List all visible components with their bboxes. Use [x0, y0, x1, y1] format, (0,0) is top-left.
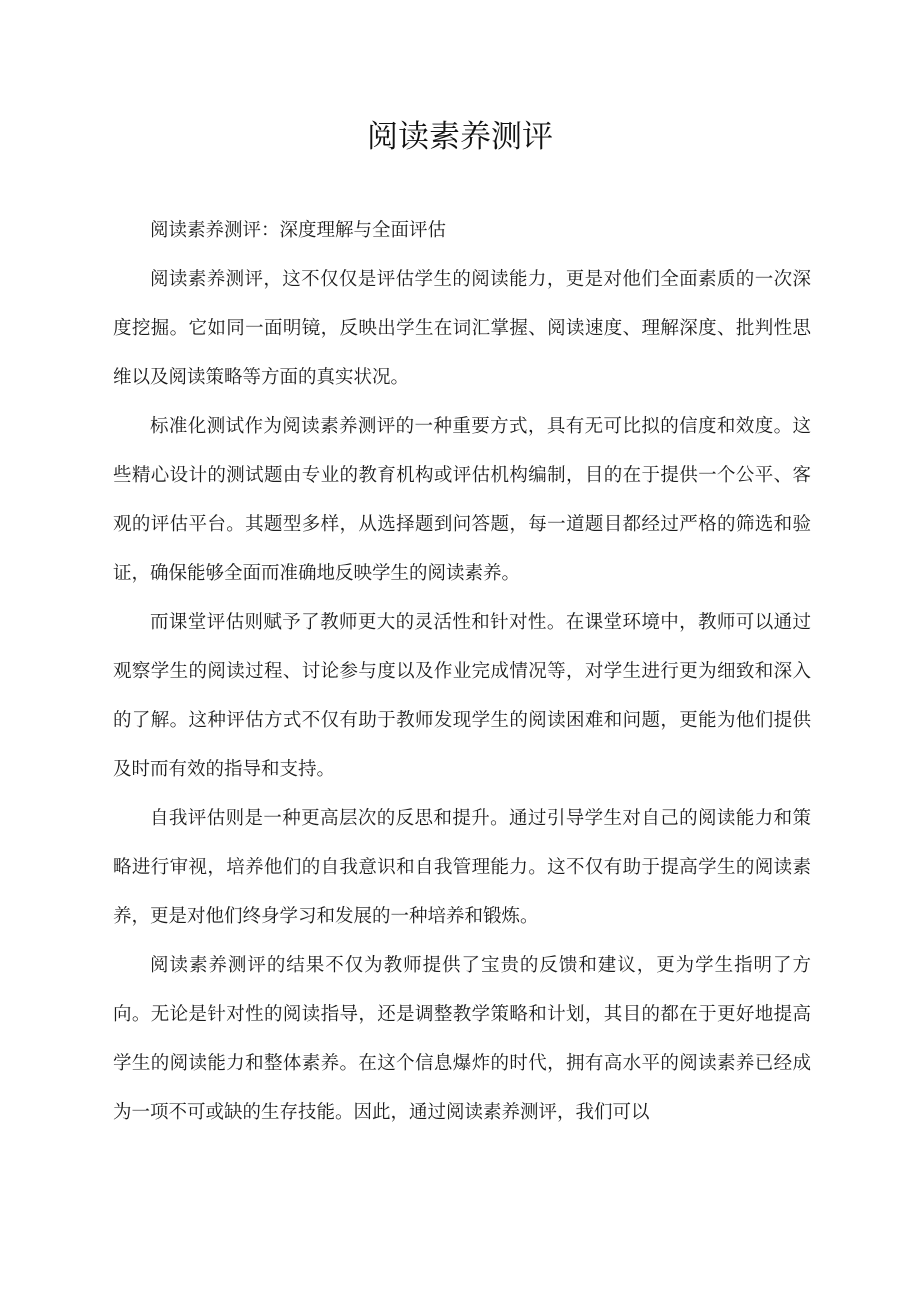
document-body — [113, 210, 811, 1137]
paragraph-1: 阅读素养测评，这不仅仅是评估学生的阅读能力，更是对他们全面素质的一次深度挖掘。它如同一面明镜，反映出学生在词汇掌握、阅读速度、理解深度、批判性思维以及阅读策略等方面的真实状况。 — [113, 269, 811, 388]
document-title: 阅读素养测评 — [367, 119, 553, 155]
document-subtitle: 阅读素养测评：深度理解与全面评估 — [150, 220, 447, 241]
paragraph-4: 自我评估则是一种更高层次的反思和提升。通过引导学生对自己的阅读能力和策略进行审视，培养他们的自我意识和自我管理能力。这不仅有助于提高学生的阅读素养，更是对他们终身学习和发展的一种培养和锻炼。 — [113, 808, 811, 927]
paragraph-3: 而课堂评估则赋予了教师更大的灵活性和针对性。在课堂环境中，教师可以通过观察学生的阅读过程、讨论参与度以及作业完成情况等，对学生进行更为细致和深入的了解。这种评估方式不仅有助于教师发现学生的阅读困难和问题，更能为他们提供及时而有效的指导和支持。 — [113, 612, 811, 780]
paragraph-5: 阅读素养测评的结果不仅为教师提供了宝贵的反馈和建议，更为学生指明了方向。无论是针对性的阅读指导，还是调整教学策略和计划，其目的都在于更好地提高学生的阅读能力和整体素养。在这个信息爆炸的时代，拥有高水平的阅读素养已经成为一项不可或缺的生存技能。因此，通过阅读素养测评，我们可以 — [113, 955, 811, 1123]
paragraph-2: 标准化测试作为阅读素养测评的一种重要方式，具有无可比拟的信度和效度。这些精心设计的测试题由专业的教育机构或评估机构编制，目的在于提供一个公平、客观的评估平台。其题型多样，从选择题到问答题，每一道题目都经过严格的筛选和验证，确保能够全面而准确地反映学生的阅读素养。 — [113, 416, 811, 584]
